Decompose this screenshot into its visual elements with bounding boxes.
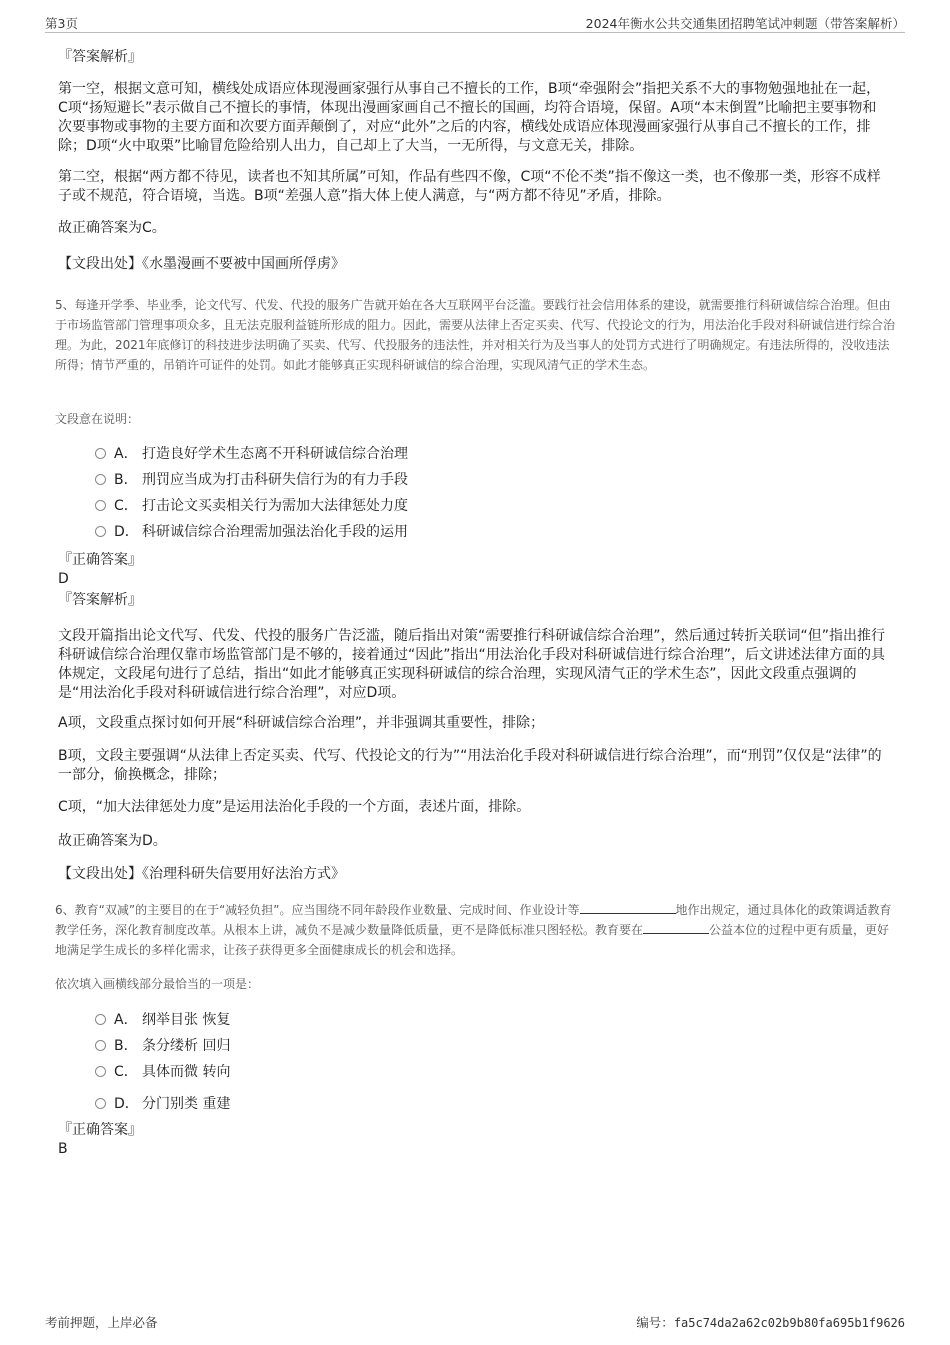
radio-icon[interactable] bbox=[95, 474, 106, 485]
q4-source: 【文段出处】《水墨漫画不要被中国画所俘虏》 bbox=[58, 256, 345, 272]
q6-blank-1 bbox=[580, 901, 676, 914]
document-code: 编号：fa5c74da2a62c02b9b80fa695b1f9626 bbox=[636, 1315, 905, 1330]
q5-option-a[interactable]: A． 打造良好学术生态离不开科研诚信综合治理 bbox=[95, 444, 408, 464]
radio-icon[interactable] bbox=[95, 1040, 106, 1051]
q6-answer-label: 『正确答案』 bbox=[58, 1122, 142, 1138]
q5-source: 【文段出处】《治理科研失信要用好法治方式》 bbox=[58, 866, 345, 882]
footer-slogan: 考前押题，上岸必备 bbox=[45, 1315, 158, 1330]
q5-analysis-option-a: A项，文段重点探讨如何开展“科研诚信综合治理”，并非强调其重要性，排除； bbox=[58, 715, 545, 731]
radio-icon[interactable] bbox=[95, 1066, 106, 1077]
q5-analysis-label: 『答案解析』 bbox=[58, 592, 142, 608]
radio-icon[interactable] bbox=[95, 526, 106, 537]
q5-answer: D bbox=[58, 571, 69, 587]
page-number: 第3页 bbox=[45, 16, 78, 31]
q5-conclusion: 故正确答案为D。 bbox=[58, 833, 167, 849]
q4-analysis-paragraph-2: 第二空，根据“两方都不待见，读者也不知其所属”可知，作品有些四不像，C项“不伦不类”指不像这一类，也不像那一类，形容不成样子或不规范，符合语境，当选。B项“差强人意”指大体上使人满意，与“两方都不待见”矛盾，排除。 bbox=[58, 169, 881, 204]
q6-answer: B bbox=[58, 1141, 68, 1157]
q5-option-d[interactable]: D． 科研诚信综合治理需加强法治化手段的运用 bbox=[95, 522, 408, 542]
q6-option-c[interactable]: C． 具体而微 转向 bbox=[95, 1062, 230, 1082]
q6-option-a[interactable]: A． 纲举目张 恢复 bbox=[95, 1010, 230, 1030]
q6-blank-2 bbox=[643, 921, 709, 934]
q6-option-b[interactable]: B． 条分缕析 回归 bbox=[95, 1036, 230, 1056]
q5-analysis-option-b: B项，文段主要强调“从法律上否定买卖、代写、代投论文的行为”“用法治化手段对科研诚信进行综合治理”，而“刑罚”仅仅是“法律”的一部分，偷换概念，排除； bbox=[58, 748, 882, 783]
q5-answer-label: 『正确答案』 bbox=[58, 552, 142, 568]
q4-analysis-label: 『答案解析』 bbox=[58, 49, 142, 65]
q5-analysis-option-c: C项，“加大法律惩处力度”是运用法治化手段的一个方面，表述片面，排除。 bbox=[58, 799, 531, 815]
q6-prompt: 依次填入画横线部分最恰当的一项是： bbox=[55, 977, 260, 991]
q5-prompt: 文段意在说明： bbox=[55, 412, 140, 426]
q6-stem: 6、教育“双减”的主要目的在于“减轻负担”。应当围绕不同年龄段作业数量、完成时间、作业设计等 地作出规定，通过具体化的政策调适教育教学任务，深化教育制度改革。从根本上讲，减负不是减少数量降低质量，更不是降低标准只图轻松。教育要在 公益本位的过程中更有质量，更好地满足学生成长的多样化需求，让孩子获得更多全面健康成长的机会和选择。 bbox=[55, 903, 892, 957]
document-title: 2024年衡水公共交通集团招聘笔试冲刺题（带答案解析） bbox=[585, 16, 905, 31]
radio-icon[interactable] bbox=[95, 448, 106, 459]
q4-conclusion: 故正确答案为C。 bbox=[58, 220, 166, 236]
radio-icon[interactable] bbox=[95, 1014, 106, 1025]
q4-analysis-paragraph-1: 第一空，根据文意可知，横线处成语应体现漫画家强行从事自己不擅长的工作，B项“牵强附会”指把关系不大的事物勉强地扯在一起，C项“扬短避长”表示做自己不擅长的事情，体现出漫画家画自己不擅长的国画，均符合语境，保留。A项“本末倒置”比喻把主要事物和次要事物或事物的主要方面和次要方面弄颠倒了，对应“此外”之后的内容，横线处成语应体现漫画家强行从事自己不擅长的工作，排除；D项“火中取栗”比喻冒危险给别人出力，自己却上了大当，一无所得，与文意无关，排除。 bbox=[58, 81, 881, 154]
radio-icon[interactable] bbox=[95, 1098, 106, 1109]
q5-option-c[interactable]: C． 打击论文买卖相关行为需加大法律惩处力度 bbox=[95, 496, 408, 516]
q5-option-b[interactable]: B． 刑罚应当成为打击科研失信行为的有力手段 bbox=[95, 470, 408, 490]
q5-analysis-paragraph-1: 文段开篇指出论文代写、代发、代投的服务广告泛滥，随后指出对策“需要推行科研诚信综合治理”，然后通过转折关联词“但”指出推行科研诚信综合治理仅靠市场监管部门是不够的，接着通过“因此”指出“用法治化手段对科研诚信进行综合治理”，后文讲述法律方面的具体规定，文段尾句进行了总结，指出“如此才能够真正实现科研诚信的综合治理，实现风清气正的学术生态”，因此文段重点强调的是“用法治化手段对科研诚信进行综合治理”，对应D项。 bbox=[58, 628, 886, 701]
radio-icon[interactable] bbox=[95, 500, 106, 511]
q6-option-d[interactable]: D． 分门别类 重建 bbox=[95, 1094, 230, 1114]
page-header bbox=[45, 14, 905, 33]
q5-stem: 5、每逢开学季、毕业季，论文代写、代发、代投的服务广告就开始在各大互联网平台泛滥。要践行社会信用体系的建设，就需要推行科研诚信综合治理。但由于市场监管部门管理事项众多，且无法克服利益链所形成的阻力。因此，需要从法律上否定买卖、代写、代投论文的行为，用法治化手段对科研诚信进行综合治理。为此，2021年底修订的科技进步法明确了买卖、代写、代投服务的违法性，并对相关行为及当事人的处罚方式进行了明确规定。有违法所得的，没收违法所得；情节严重的，吊销许可证件的处罚。如此才能够真正实现科研诚信的综合治理，实现风清气正的学术生态。 bbox=[55, 298, 896, 372]
